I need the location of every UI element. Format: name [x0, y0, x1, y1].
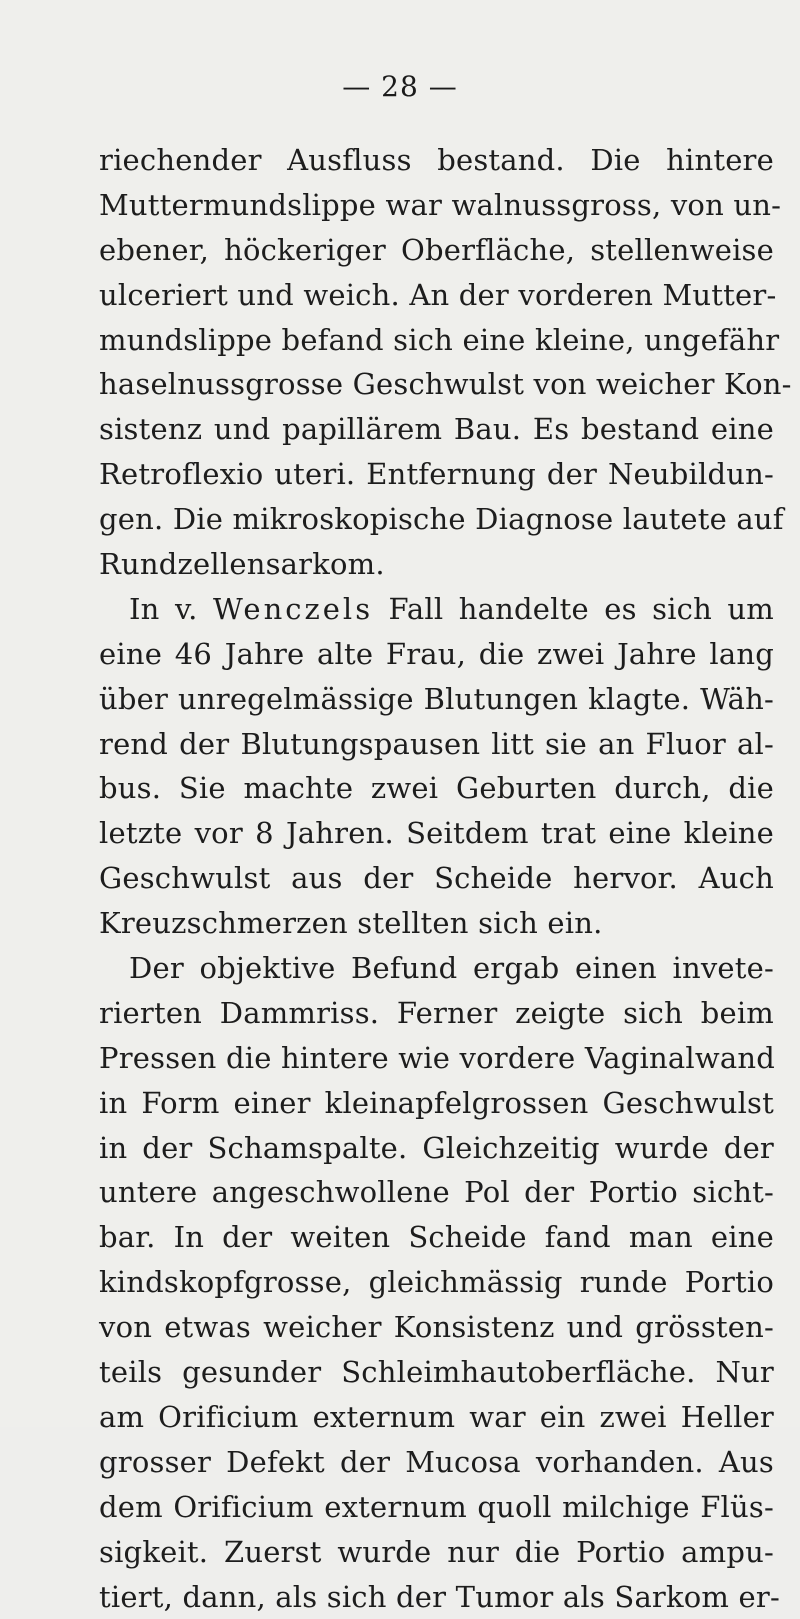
- text-line: riechender Ausfluss bestand. Die hintere: [99, 138, 774, 183]
- text-line: bus. Sie machte zwei Geburten durch, die: [99, 766, 774, 811]
- text-line: bar. In der weiten Scheide fand man eine: [99, 1215, 774, 1260]
- text-line: dem Orificium externum quoll milchige Flüs-: [99, 1485, 774, 1530]
- text-line: Der objektive Befund ergab einen invete-: [99, 946, 774, 991]
- text-line: in der Schamspalte. Gleichzeitig wurde der: [99, 1126, 774, 1171]
- text-line: von etwas weicher Konsistenz und grössten-: [99, 1305, 774, 1350]
- text-line: eine 46 Jahre alte Frau, die zwei Jahre lang: [99, 632, 774, 677]
- text-line: ebener, höckeriger Oberfläche, stellenweise: [99, 228, 774, 273]
- text-line: Pressen die hintere wie vordere Vaginalwand: [99, 1036, 774, 1081]
- text-line: tiert, dann, als sich der Tumor als Sarkom er-: [99, 1575, 774, 1619]
- text-line: [99, 587, 774, 632]
- text-line: mundslippe befand sich eine kleine, ungefähr: [99, 318, 774, 363]
- text-line: am Orificium externum war ein zwei Heller: [99, 1395, 774, 1440]
- line-text: Fall handelte es sich um: [373, 592, 774, 626]
- text-line: rierten Dammriss. Ferner zeigte sich beim: [99, 991, 774, 1036]
- text-line: gen. Die mikroskopische Diagnose lautete auf: [99, 497, 774, 542]
- text-line: ulceriert und weich. An der vorderen Mutter-: [99, 273, 774, 318]
- text-line: Muttermundslippe war walnussgross, von un-: [99, 183, 774, 228]
- author-name: Wenczels: [213, 592, 373, 626]
- text-line: haselnussgrosse Geschwulst von weicher Kon-: [99, 362, 774, 407]
- text-line: Geschwulst aus der Scheide hervor. Auch: [99, 856, 774, 901]
- body-text: [99, 138, 774, 1619]
- text-line: grosser Defekt der Mucosa vorhanden. Aus: [99, 1440, 774, 1485]
- text-line: in Form einer kleinapfelgrossen Geschwulst: [99, 1081, 774, 1126]
- text-line: sistenz und papillärem Bau. Es bestand eine: [99, 407, 774, 452]
- text-line: sigkeit. Zuerst wurde nur die Portio ampu-: [99, 1530, 774, 1575]
- text-line: rend der Blutungspausen litt sie an Fluor al-: [99, 722, 774, 767]
- page-number: — 28 —: [0, 70, 800, 103]
- text-line: untere angeschwollene Pol der Portio sicht-: [99, 1170, 774, 1215]
- text-line: Rundzellensarkom.: [99, 542, 774, 587]
- text-line: teils gesunder Schleimhautoberfläche. Nur: [99, 1350, 774, 1395]
- text-line: Retroflexio uteri. Entfernung der Neubildun-: [99, 452, 774, 497]
- text-line: letzte vor 8 Jahren. Seitdem trat eine kleine: [99, 811, 774, 856]
- text-line: über unregelmässige Blutungen klagte. Wäh-: [99, 677, 774, 722]
- line-text: In v.: [129, 592, 213, 626]
- text-line: Kreuzschmerzen stellten sich ein.: [99, 901, 774, 946]
- text-line: kindskopfgrosse, gleichmässig runde Portio: [99, 1260, 774, 1305]
